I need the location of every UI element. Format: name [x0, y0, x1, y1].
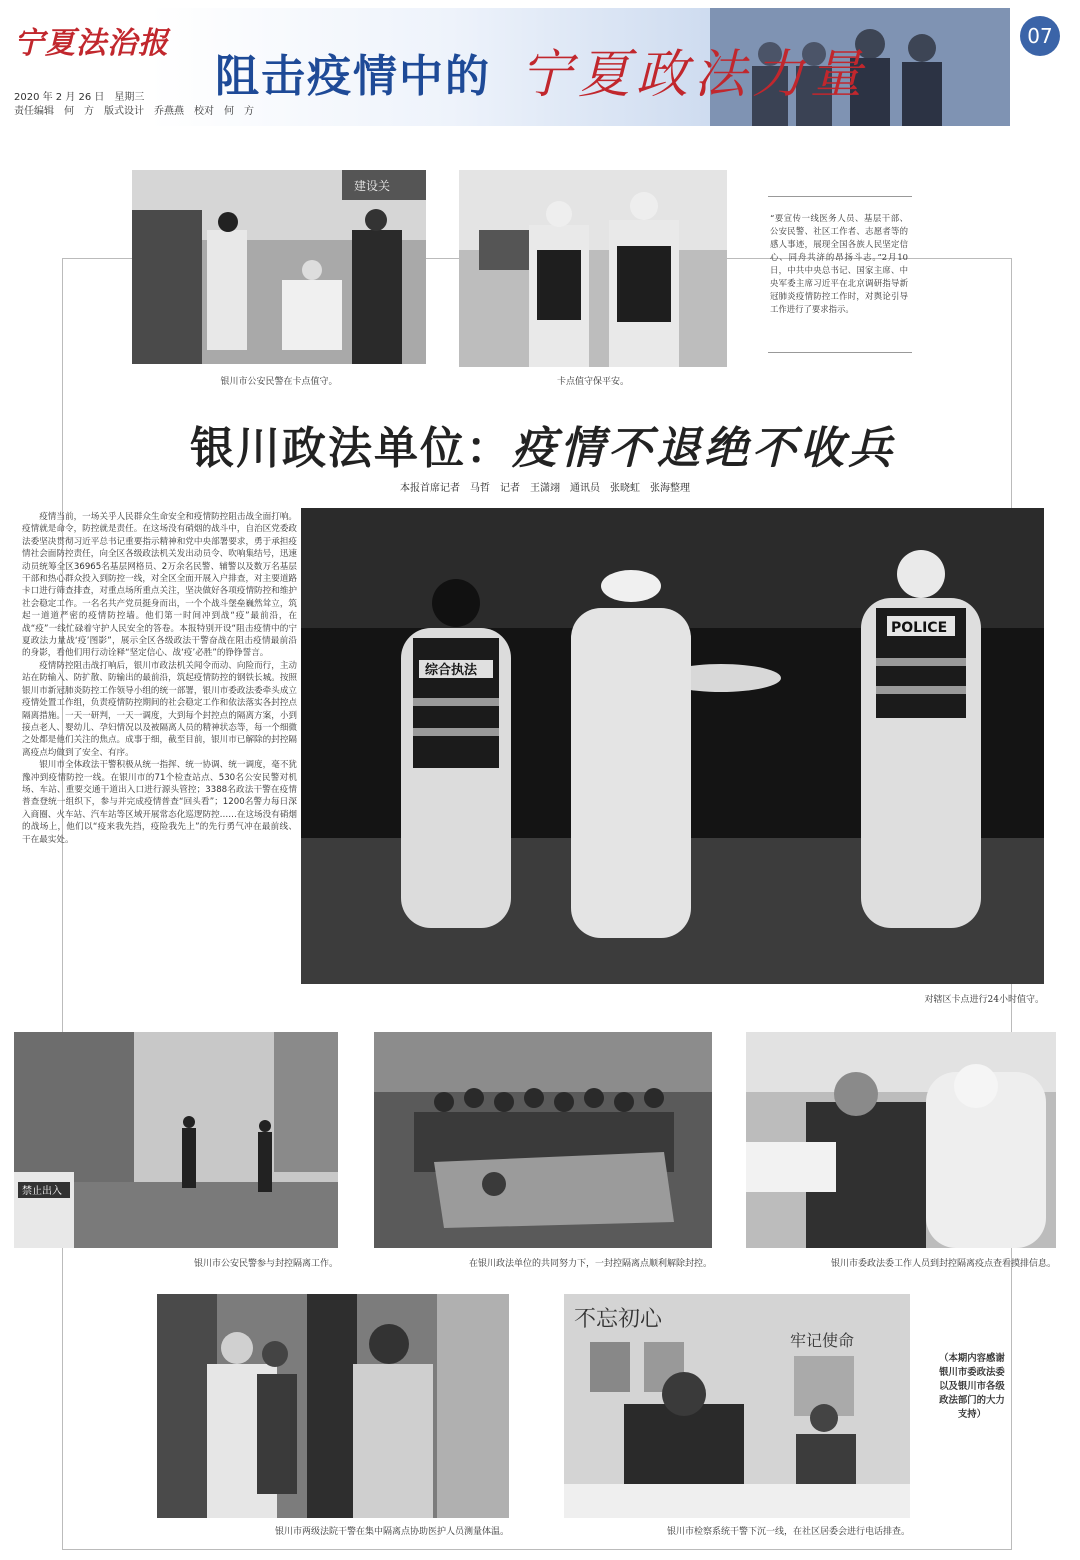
thanks-note: （本期内容感谢银川市委政法委以及银川市各级政法部门的大力支持） — [939, 1353, 1005, 1420]
caption-photo7: 银川市两级法院干警在集中隔离点协助医护人员测量体温。 — [274, 1527, 509, 1537]
no-entry-sign-text: 禁止出入 — [22, 1186, 62, 1197]
caption-photo4: 银川市公安民警参与封控隔离工作。 — [193, 1259, 338, 1269]
article-title-part1: 银川政法单位： — [190, 423, 512, 474]
issue-date: 2020 年 2 月 26 日 星期三 — [14, 92, 145, 103]
caption-photo6: 银川市委政法委工作人员到封控隔离疫点查看摸排信息。 — [830, 1259, 1056, 1269]
caption-main-photo: 对辖区卡点进行24小时值守。 — [924, 995, 1044, 1005]
vest-label-police: POLICE — [891, 620, 948, 636]
vest-label-law-enforcement: 综合执法 — [425, 663, 478, 678]
photo-group-flag — [374, 1032, 712, 1248]
article-title-part2: 疫情不退绝不收兵 — [512, 423, 896, 474]
quote-rule-top — [768, 196, 912, 197]
article-paragraph-3: 银川市全体政法干警积极从统一指挥、统一协调、统一调度，毫不犹豫冲到疫情防控一线。在银川市的71个检查站点、530名公安民警对机场、车站、重要交通干道出入口进行源头管控；3388名政法干警在疫情普查登统一组织下，参与并完成疫情普查“回头看”；1200名警力每日深入商圈、火车站、汽车站等区域开展常态化巡逻防控……在这场没有硝烟的战场上，他们以“疫来我先挡，疫险我先上”的先行勇气冲在最前线、干在最实处。 — [22, 760, 298, 845]
editor-credits: 责任编辑 何 方 版式设计 乔燕燕 校对 何 方 — [14, 106, 254, 117]
article-byline: 本报首席记者 马哲 记者 王潇翊 通讯员 张晓虹 张海整理 — [400, 483, 690, 494]
photo-main-night-patrol — [301, 508, 1044, 984]
quote-text: “要宣传一线医务人员、基层干部、公安民警、社区工作者、志愿者等的感人事迹，展现全国各族人民坚定信心、同舟共济的昂扬斗志。”2月10日，中共中央总书记、国家主席、中央军委主席习近平在北京调研指导新冠肺炎疫情防控工作时，对舆论引导工作进行了要求指示。 — [770, 213, 908, 314]
wall-slogan-2: 牢记使命 — [790, 1331, 855, 1350]
article-title — [190, 412, 950, 476]
wall-slogan-1: 不忘初心 — [574, 1307, 663, 1332]
article-paragraph-2: 疫情防控阻击战打响后，银川市政法机关闻令而动、向险而行，主动站在防输入、防扩散、防输出的最前沿，筑起疫情防控的钢铁长城。按照银川市新冠肺炎防控工作领导小组的统一部署，银川市委政法委牵头成立疫情处置工作组，负责疫情防控期间的社会稳定工作和依法落实各封控点隔离措施。一天一研判，一天一调度，大到每个封控点的隔离方案，小到接点老人、婴幼儿、孕妇情况以及被隔离人员的精神状态等，每一个细微之处都是他们关注的焦点。成事于细，截至目前，银川市已解除的封控隔离疫点均做到了安全、有序。 — [22, 660, 298, 758]
photo-checking-info — [746, 1032, 1056, 1248]
caption-photo2: 卡点值守保平安。 — [556, 377, 629, 387]
caption-photo5: 在银川政法单位的共同努力下，一封控隔离点顺利解除封控。 — [468, 1259, 712, 1269]
photo-phone-screening — [564, 1294, 910, 1518]
caption-photo8: 银川市检察系统干警下沉一线，在社区居委会进行电话排查。 — [666, 1527, 910, 1537]
masthead: 宁夏法治报 — [14, 26, 169, 61]
caption-photo1: 银川市公安民警在卡点值守。 — [220, 377, 338, 387]
checkpoint-sign-text: 建设关 — [354, 179, 391, 193]
photo-street-isolation — [14, 1032, 338, 1248]
section-title-part2: 宁夏政法力量 — [520, 45, 869, 105]
photo-temperature-check — [157, 1294, 509, 1518]
quote-rule-bottom — [768, 352, 912, 353]
photo-two-police — [459, 170, 727, 367]
page-number-badge: 07 — [1020, 16, 1060, 56]
article-paragraph-1: 疫情当前，一场关乎人民群众生命安全和疫情防控阻击战全面打响。疫情就是命令，防控就是责任。在这场没有硝烟的战斗中，自治区党委政法委坚决贯彻习近平总书记重要指示精神和党中央部署要求，勇于承担疫情社会面防控责任，向全区各级政法机关发出动员令、吹响集结号，迅速动员统筹全区36965名基层网格员、2万余名民警、辅警以及数万名基层干部和热心群众投入到防控一线，对全区全面开展入户排查，对主要道路卡口进行筛查排查，对重点场所重点关注，坚决做好各项疫情防控和维护社会稳定工作。一名名共产党员挺身而出，一个个战斗堡垒巍然耸立，筑起一道道严密的疫情防控墙。他们第一时间冲到战“疫”最前沿，在战“疫”一线忙碌着守护人民安全的答卷。本报特别开设“阻击疫情中的宁夏政法力量战‘疫’图影”，展示全区各级政法干警奋战在阻击疫情最前沿的身影，看他们用行动诠释“坚定信心、战‘疫’必胜”的铮铮誓言。 — [22, 512, 298, 659]
article-body — [22, 511, 297, 846]
photo-checkpoint-police — [132, 170, 426, 364]
section-title-part1: 阻击疫情中的 — [215, 51, 491, 102]
